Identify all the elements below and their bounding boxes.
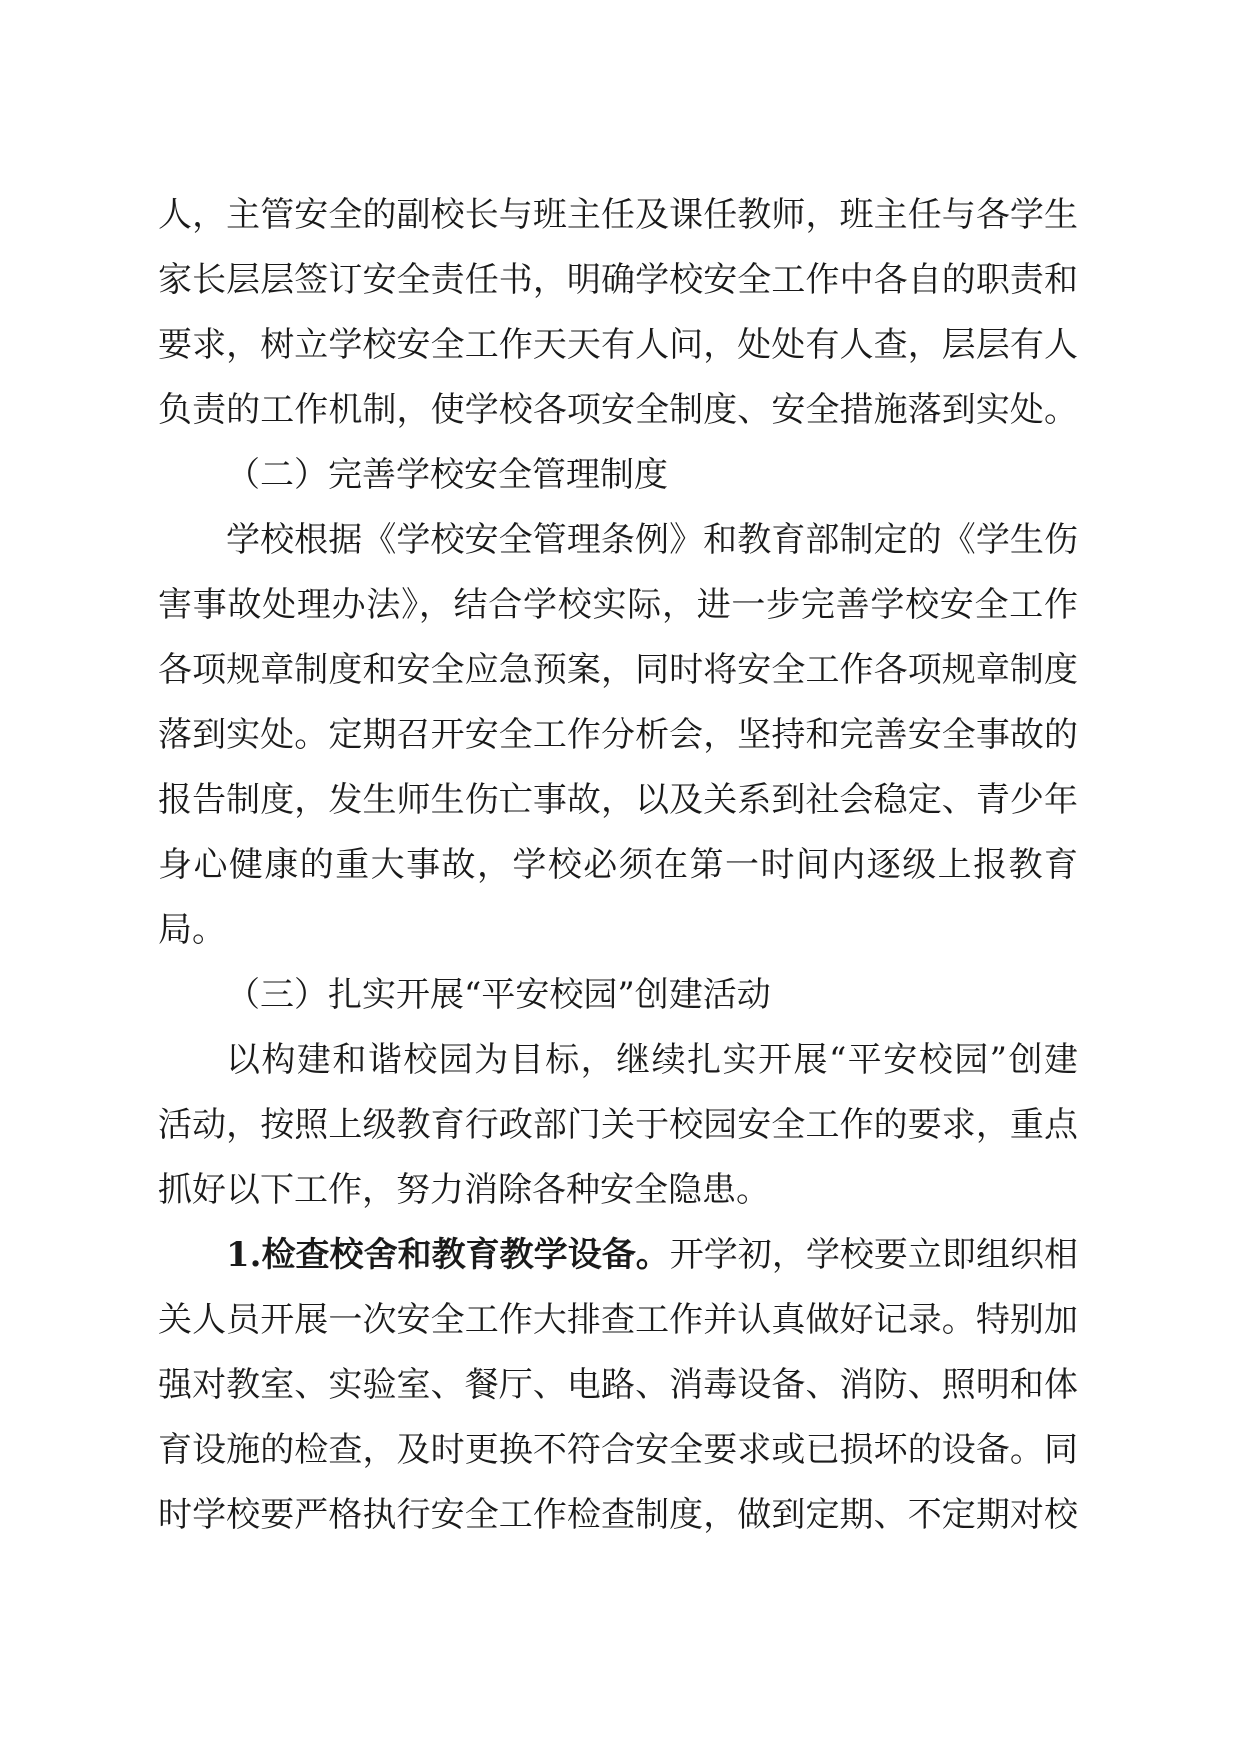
- paragraph-line: 报告制度，发生师生伤亡事故，以及关系到社会稳定、青少年: [158, 780, 1078, 820]
- paragraph-line: 身心健康的重大事故，学校必须在第一时间内逐级上报教育: [158, 845, 1078, 885]
- paragraph-line: 抓好以下工作，努力消除各种安全隐患。: [158, 1170, 770, 1210]
- paragraph-line: 育设施的检查，及时更换不符合安全要求或已损坏的设备。同: [158, 1430, 1078, 1470]
- paragraph-line: 以构建和谐校园为目标，继续扎实开展“平安校园”创建: [226, 1040, 1078, 1080]
- paragraph-line: 落到实处。定期召开安全工作分析会，坚持和完善安全事故的: [158, 715, 1078, 755]
- paragraph-line: 关人员开展一次安全工作大排查工作并认真做好记录。特别加: [158, 1300, 1078, 1340]
- paragraph-line: 活动，按照上级教育行政部门关于校园安全工作的要求，重点: [158, 1105, 1078, 1145]
- section-heading-2: （二）完善学校安全管理制度: [226, 455, 668, 495]
- paragraph-line: 局。: [158, 910, 226, 950]
- paragraph-line-lead: [226, 1230, 1078, 1280]
- bold-lead-text: 1.检查校舍和教育教学设备。: [226, 1235, 670, 1275]
- paragraph-line: 各项规章制度和安全应急预案，同时将安全工作各项规章制度: [158, 650, 1078, 690]
- paragraph-line: 家长层层签订安全责任书，明确学校安全工作中各自的职责和: [158, 260, 1078, 300]
- paragraph-line: 强对教室、实验室、餐厅、电路、消毒设备、消防、照明和体: [158, 1365, 1078, 1405]
- paragraph-line: 害事故处理办法》，结合学校实际，进一步完善学校安全工作: [158, 585, 1078, 625]
- paragraph-line: 时学校要严格执行安全工作检查制度，做到定期、不定期对校: [158, 1495, 1078, 1535]
- section-heading-3: （三）扎实开展“平安校园”创建活动: [226, 975, 771, 1015]
- paragraph-line: 学校根据《学校安全管理条例》和教育部制定的《学生伤: [226, 520, 1078, 560]
- lead-rest-text: 开学初，学校要立即组织相: [669, 1235, 1078, 1275]
- paragraph-line: 人，主管安全的副校长与班主任及课任教师，班主任与各学生: [158, 195, 1078, 235]
- paragraph-line: 负责的工作机制，使学校各项安全制度、安全措施落到实处。: [158, 390, 1078, 430]
- paragraph-line: 要求，树立学校安全工作天天有人问，处处有人查，层层有人: [158, 325, 1078, 365]
